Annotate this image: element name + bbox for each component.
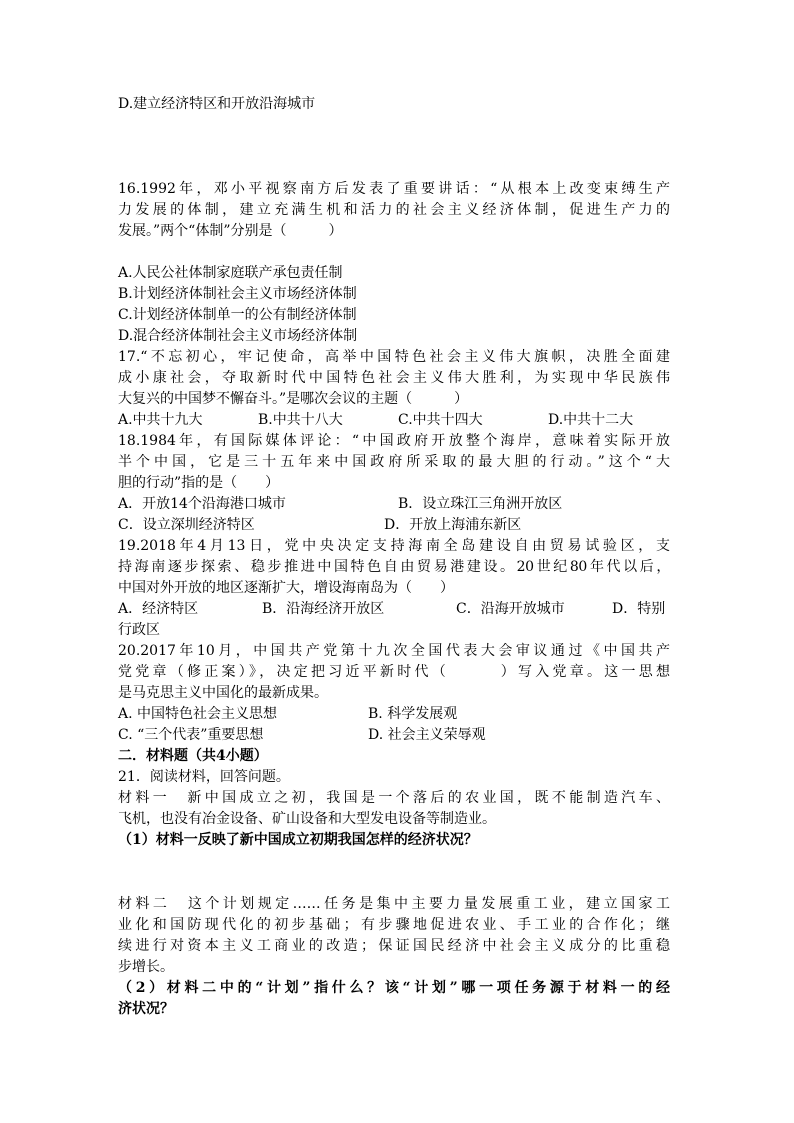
q16-option-c: C.计划经济体制单一的公有制经济体制: [118, 307, 357, 323]
q19-stem-line-1: 19.2018年4月13日，党中央决定支持海南全岛建设自由贸易试验区，支: [118, 538, 670, 554]
q16-option-a: A.人民公社体制家庭联产承包责任制: [118, 265, 343, 281]
q20-option-b: B. 科学发展观: [368, 706, 458, 722]
q19-stem-line-2: 持海南逐步探索、稳步推进中国特色自由贸易港建设。20世纪80年代以后，: [118, 559, 670, 575]
q18-option-d: D．开放上海浦东新区: [384, 517, 522, 533]
q21-intro: 21．阅读材料，回答问题。: [118, 769, 290, 785]
q21-material1-line-2: 飞机，也没有冶金设备、矿山设备和大型发电设备等制造业。: [118, 811, 496, 827]
q21-material2-line-3: 续进行对资本主义工商业的改造；保证国民经济中社会主义成分的比重稳: [118, 938, 670, 954]
q19-stem-line-3: 中国对外开放的地区逐渐扩大，增设海南岛为（ ）: [118, 580, 454, 596]
q16-stem-line-1: 16.1992年，邓小平视察南方后发表了重要讲话：“从根本上改变束缚生产: [118, 181, 670, 197]
q19-option-d: D．特别: [612, 601, 666, 617]
q17-option-b: B.中共十八大: [258, 412, 343, 428]
q19-option-c: C．沿海开放城市: [456, 601, 565, 617]
q17-option-c: C.中共十四大: [398, 412, 483, 428]
q21-material2-line-1: 材料二 这个计划规定……任务是集中主要力量发展重工业，建立国家工: [118, 896, 670, 912]
q20-stem-line-2: 党党章（修正案）》，决定把习近平新时代（ ）写入党章。这一思想: [118, 664, 670, 680]
q18-stem-line-2: 半个中国，它是三十五年来中国政府所采取的最大胆的行动。”这个“大: [118, 454, 670, 470]
q18-option-b: B．设立珠江三角洲开放区: [398, 496, 563, 512]
q20-option-a: A. 中国特色社会主义思想: [118, 706, 278, 722]
q20-option-c: C. “三个代表”重要思想: [118, 727, 264, 743]
q19-option-b: B．沿海经济开放区: [262, 601, 385, 617]
q19-option-a: A．经济特区: [118, 601, 199, 617]
q21-question-2-line-1: （2）材料二中的“计划”指什么？该“计划”哪一项任务源于材料一的经: [118, 980, 670, 996]
q18-stem-line-3: 胆的行动”指的是（ ）: [118, 475, 280, 491]
q17-option-a: A.中共十九大: [118, 412, 203, 428]
q15-option-d: D.建立经济特区和开放沿海城市: [118, 96, 316, 112]
q20-stem-line-3: 是马克思主义中国化的最新成果。: [118, 685, 328, 701]
q16-stem-line-2: 力发展的体制，建立充满生机和活力的社会主义经济体制，促进生产力的: [118, 202, 670, 218]
q21-material2-line-2: 业化和国防现代化的初步基础；有步骤地促进农业、手工业的合作化；继: [118, 917, 670, 933]
q21-material2-line-4: 步增长。: [118, 959, 174, 975]
q17-stem-line-3: 大复兴的中国梦不懈奋斗。”是哪次会议的主题（ ）: [118, 391, 469, 407]
section-2-heading: 二．材料题（共4小题）: [118, 748, 268, 764]
q18-stem-line-1: 18.1984年，有国际媒体评论：“中国政府开放整个海岸，意味着实际开放: [118, 433, 670, 449]
q16-option-b: B.计划经济体制社会主义市场经济体制: [118, 286, 357, 302]
q21-material1-line-1: 材料一 新中国成立之初，我国是一个落后的农业国，既不能制造汽车、: [118, 790, 670, 806]
q21-question-2-line-2: 济状况？: [118, 1001, 174, 1017]
q17-stem-line-1: 17.“不忘初心，牢记使命，高举中国特色社会主义伟大旗帜，决胜全面建: [118, 349, 670, 365]
q17-option-d: D.中共十二大: [548, 412, 634, 428]
q18-option-a: A．开放14个沿海港口城市: [118, 496, 286, 512]
q18-option-c: C．设立深圳经济特区: [118, 517, 255, 533]
q17-stem-line-2: 成小康社会，夺取新时代中国特色社会主义伟大胜利，为实现中华民族伟: [118, 370, 670, 386]
q21-question-1: （1）材料一反映了新中国成立初期我国怎样的经济状况？: [118, 832, 478, 848]
q16-option-d: D.混合经济体制社会主义市场经济体制: [118, 328, 358, 344]
q16-stem-line-3: 发展。”两个“体制”分别是（ ）: [118, 223, 343, 239]
q20-stem-line-1: 20.2017年10月，中国共产党第十九次全国代表大会审议通过《中国共产: [118, 643, 670, 659]
q20-option-d: D. 社会主义荣辱观: [368, 727, 486, 743]
q19-option-d-continued: 行政区: [118, 622, 160, 638]
